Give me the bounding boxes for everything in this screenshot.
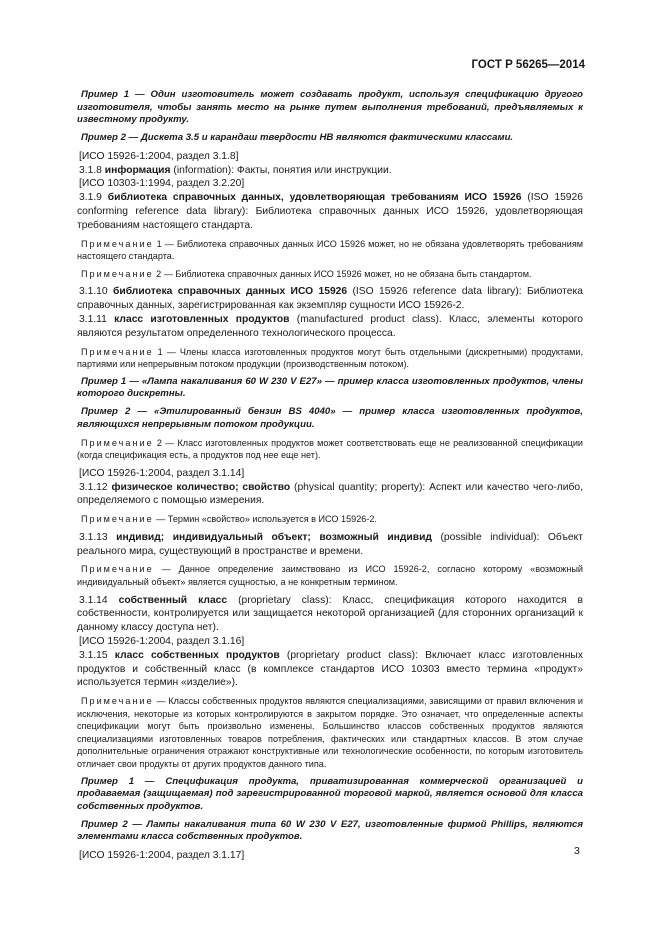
note-text: — Классы собственных продуктов являются специализациями, зависящими от правил включения и исключения, некоторые из которых контролируются в закрытом порядке. Это означает, что определенные аспекты спецификации могут быть произвольно изменены. Большинство классов собственных продуктов являются специализациями изготовленных товаров потребления, фактических или стандартных классов. В этом случае дополнительные ограничения отражают конструктивные или технологические особенности, по которым изготовитель отличает свои продукты от других продуктов данного типа. bbox=[77, 696, 584, 770]
example-4: Пример 2 — «Этилированный бензин BS 4040» — пример класса изготовленных продуктов, являющихся непрерывным потоком продукции. bbox=[77, 406, 583, 430]
clause-number: 3.1.11 bbox=[79, 313, 107, 325]
clause-number: 3.1.12 bbox=[79, 481, 108, 493]
definition-text: (proprietary product class): Включает класс изготовленных продуктов и собственный класс (в комплексе стандартов ИСО 10303 вместо термина «продукт» используется термин «изделие»). bbox=[77, 649, 583, 689]
note-label: Примечание bbox=[81, 268, 154, 279]
definition-3-1-14 bbox=[77, 594, 583, 635]
example-2: Пример 2 — Дискета 3.5 и карандаш твердости НВ являются фактическими классами. bbox=[81, 132, 514, 144]
note-2 bbox=[77, 268, 583, 281]
clause-number: 3.1.8 bbox=[79, 164, 102, 176]
definition-text: (possible individual): Объект реального мира, существующий в пространстве и времени. bbox=[77, 531, 583, 557]
note-label: Примечание bbox=[81, 437, 154, 448]
example-5: Пример 1 — Спецификация продукта, приватизированная коммерческой организацией и продаваемая (защищаемая) под зарегистрированной торговой маркой, является основой для класса собственных продуктов. bbox=[77, 775, 583, 813]
note-text: 1 — Библиотека справочных данных ИСО 15926 может, но не обязана удовлетворять требованиям настоящего стандарта. bbox=[77, 238, 584, 262]
note-label: Примечание bbox=[81, 514, 154, 525]
note-text: 2 — Библиотека справочных данных ИСО 15926 может, но не обязана быть стандартом. bbox=[156, 268, 532, 279]
note-7 bbox=[77, 695, 583, 771]
note-4 bbox=[77, 437, 583, 462]
clause-number: 3.1.15 bbox=[79, 649, 108, 661]
term: собственный класс bbox=[118, 594, 228, 606]
definition-text: (information): Факты, понятия или инструкции. bbox=[173, 164, 392, 176]
note-label: Примечание bbox=[81, 696, 154, 707]
reference-1: [ИСО 15926-1:2004, раздел 3.1.8] bbox=[79, 150, 239, 162]
definition-3-1-13 bbox=[77, 531, 583, 559]
term: класс собственных продуктов bbox=[114, 649, 280, 661]
note-text: — Данное определение заимствовано из ИСО 15926-2, согласно которому «возможный индивидуальный объект» является сущностью, а не конкретным термином. bbox=[77, 564, 583, 587]
term: индивид; индивидуальный объект; возможный индивид bbox=[116, 531, 432, 543]
definition-text: (ISO 15926 conforming reference data library): Библиотека справочных данных ИСО 15926, удовлетворяющая требованиям настоящего стандарта. bbox=[77, 192, 583, 231]
reference-3: [ИСО 15926-1:2004, раздел 3.1.14] bbox=[79, 467, 245, 479]
definition-3-1-9 bbox=[77, 191, 583, 232]
definition-3-1-10 bbox=[77, 285, 583, 313]
definition-text: (proprietary class): Класс, спецификация которого находится в собственности, контролируется или защищается некоторой организацией (для сторонних организаций к данному классу доступа нет). bbox=[77, 594, 583, 634]
definition-text: (manufactured product class). Класс, элементы которого являются результатом определенного технологического процесса. bbox=[77, 313, 583, 339]
example-1: Пример 1 — Один изготовитель может создавать продукт, используя спецификацию другого изготовителя, чтобы занять место на рынке путем выполнения требований, предъявляемых к известному продукту. bbox=[77, 89, 583, 126]
standard-designation: ГОСТ Р 56265—2014 bbox=[471, 59, 585, 71]
term: физическое количество; свойство bbox=[111, 481, 291, 493]
definition-3-1-15 bbox=[77, 649, 583, 690]
definition-3-1-12 bbox=[77, 481, 583, 509]
page-body bbox=[77, 89, 583, 868]
note-text: 2 — Класс изготовленных продуктов может соответствовать еще не реализованной спецификации (когда спецификация есть, а продуктов под нее еще нет). bbox=[77, 437, 583, 461]
definition-text: (physical quantity; property): Аспект или качество чего-либо, определяемого с помощью измерения. bbox=[77, 481, 583, 507]
note-label: Примечание bbox=[81, 346, 154, 357]
note-text: 1 — Члены класса изготовленных продуктов могут быть отдельными (дискретными) продуктами, партиями или непрерывным потоком продукции (производственным потоком). bbox=[77, 346, 583, 370]
definition-3-1-11 bbox=[77, 313, 583, 341]
clause-number: 3.1.10 bbox=[79, 286, 108, 298]
note-6 bbox=[77, 563, 583, 588]
example-6: Пример 2 — Лампы накаливания типа 60 W 230 V E27, изготовленные фирмой Phillips, являются элементами класса собственных продуктов. bbox=[77, 818, 583, 843]
clause-number: 3.1.9 bbox=[79, 192, 102, 204]
term: библиотека справочных данных, удовлетворяющая требованиям ИСО 15926 bbox=[107, 192, 522, 204]
term: класс изготовленных продуктов bbox=[114, 313, 290, 325]
note-text: — Термин «свойство» используется в ИСО 15926-2. bbox=[156, 514, 377, 525]
reference-2: [ИСО 10303-1:1994, раздел 3.2.20] bbox=[79, 178, 245, 190]
note-5 bbox=[77, 513, 583, 526]
definition-text: (ISO 15926 reference data library): Библиотека справочных данных, зарегистрированная как экземпляр сущности ИСО 15926-2. bbox=[77, 286, 583, 312]
term: информация bbox=[104, 164, 171, 176]
clause-number: 3.1.14 bbox=[79, 594, 108, 606]
note-label: Примечание bbox=[81, 564, 154, 575]
reference-5: [ИСО 15926-1:2004, раздел 3.1.17] bbox=[79, 850, 245, 862]
definition-3-1-8 bbox=[77, 164, 583, 178]
term: библиотека справочных данных ИСО 15926 bbox=[113, 286, 348, 298]
page-number: 3 bbox=[574, 845, 580, 857]
clause-number: 3.1.13 bbox=[79, 531, 108, 543]
reference-4: [ИСО 15926-1:2004, раздел 3.1.16] bbox=[79, 635, 245, 647]
note-3 bbox=[77, 346, 583, 371]
example-3: Пример 1 — «Лампа накаливания 60 W 230 V E27» — пример класса изготовленных продуктов, члены которого дискретны. bbox=[77, 375, 583, 400]
note-label: Примечание bbox=[81, 238, 154, 249]
note-1 bbox=[77, 238, 583, 263]
